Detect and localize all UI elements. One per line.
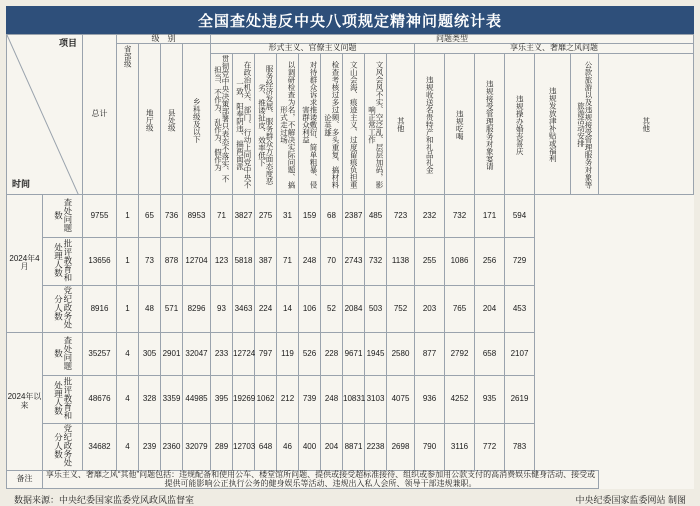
cell: 3359 [161, 376, 183, 423]
cell: 14 [277, 285, 299, 332]
cell: 12703 [233, 423, 255, 470]
cell: 485 [365, 194, 387, 237]
cell: 106 [299, 285, 321, 332]
label-level-xian-chu: 县处级 [167, 108, 177, 132]
cell: 1 [117, 194, 139, 237]
note-text: 享乐主义、奢靡之风“其他”问题包括：违规配备和使用公车、楼堂馆所问题、提供或接受超标准接待、组织或参加用公款支付的高消费娱乐健身活动、接受或提供可能影响公正执行公务的健身娱乐等活动、违规出入私人会所、领导干部违规兼职。 [43, 471, 599, 489]
period-label-1: 2024年以来 [7, 332, 43, 470]
cell: 1 [117, 238, 139, 285]
group-problem-type: 问题类型 [211, 35, 694, 44]
cell: 790 [415, 423, 445, 470]
cell: 594 [505, 194, 535, 237]
corner-label-item: 项目 [58, 38, 77, 48]
cell: 1945 [365, 332, 387, 375]
cell: 736 [161, 194, 183, 237]
col-level-xian-chu [161, 44, 183, 194]
cell: 119 [277, 332, 299, 375]
cell: 936 [415, 376, 445, 423]
cell: 3103 [365, 376, 387, 423]
cell: 32079 [183, 423, 211, 470]
footer-source: 数据来源：中央纪委国家监委党风政风监督室 [14, 494, 195, 505]
cell: 12704 [183, 238, 211, 285]
col-f-7: 文山会海、痕迹主义、过度留痕负担重 [343, 53, 365, 194]
group-level: 级 别 [117, 35, 211, 44]
cell: 233 [211, 332, 233, 375]
col-h-2: 违规吃喝 [445, 53, 475, 194]
cell: 52 [321, 285, 343, 332]
cell: 1138 [387, 238, 415, 285]
metric-label-1-1: 批评教育和处理人数 [43, 376, 83, 423]
cell: 732 [365, 238, 387, 285]
cell: 4 [117, 332, 139, 375]
corner-label-time: 时间 [12, 179, 31, 190]
cell: 2698 [387, 423, 415, 470]
cell: 395 [211, 376, 233, 423]
table-row [7, 332, 694, 375]
label-level-xiang-ke: 乡科级及以下 [192, 97, 202, 143]
cell: 239 [139, 423, 161, 470]
col-f-other: 其他 [387, 53, 415, 194]
cell: 4252 [445, 376, 475, 423]
cell: 73 [139, 238, 161, 285]
cell: 1 [117, 285, 139, 332]
cell: 71 [277, 238, 299, 285]
cell: 503 [365, 285, 387, 332]
cell: 4 [117, 423, 139, 470]
cell: 3463 [233, 285, 255, 332]
footer-credit: 中央纪委国家监委网站 制图 [575, 494, 686, 505]
cell: 877 [415, 332, 445, 375]
label-level-sheng-bu: 省部级 [123, 45, 133, 68]
cell: 255 [415, 238, 445, 285]
cell: 48 [139, 285, 161, 332]
cell: 289 [211, 423, 233, 470]
statistics-table [6, 34, 694, 489]
col-f-1: 贯彻党中央决策部署只表态不落实、不担当、不作为、乱作为、假作为 [211, 53, 233, 194]
cell: 729 [505, 238, 535, 285]
cell: 723 [387, 194, 415, 237]
col-f-4: 以调研检查为名，不解决实际问题、搞形式走过场 [277, 53, 299, 194]
table-row [7, 194, 694, 237]
cell: 658 [475, 332, 505, 375]
group-hedonism: 享乐主义、奢靡之风问题 [415, 44, 694, 53]
cell: 35257 [83, 332, 117, 375]
cell: 171 [475, 194, 505, 237]
cell: 212 [277, 376, 299, 423]
cell: 71 [211, 194, 233, 237]
cell: 2107 [505, 332, 535, 375]
cell: 228 [321, 332, 343, 375]
cell: 123 [211, 238, 233, 285]
cell: 3116 [445, 423, 475, 470]
cell: 2792 [445, 332, 475, 375]
col-h-3: 违规接受管理服务对象宴请 [475, 53, 505, 194]
cell: 248 [299, 238, 321, 285]
cell: 8296 [183, 285, 211, 332]
footer [6, 489, 694, 506]
cell: 2743 [343, 238, 365, 285]
group-formalism: 形式主义、官僚主义问题 [211, 44, 415, 53]
cell: 935 [475, 376, 505, 423]
label-level-di-ting: 地厅级 [145, 108, 155, 132]
cell: 3827 [233, 194, 255, 237]
cell: 2238 [365, 423, 387, 470]
period-label-0: 2024年4月 [7, 194, 43, 332]
cell: 526 [299, 332, 321, 375]
cell: 8871 [343, 423, 365, 470]
cell: 772 [475, 423, 505, 470]
col-h-6: 公款旅游以及违规接受管理服务对象等旅游活动安排 [571, 53, 599, 194]
cell: 2580 [387, 332, 415, 375]
cell: 204 [475, 285, 505, 332]
cell: 31 [277, 194, 299, 237]
cell: 10831 [343, 376, 365, 423]
cell: 275 [255, 194, 277, 237]
corner-cell [7, 35, 83, 195]
cell: 68 [321, 194, 343, 237]
table-row [7, 285, 694, 332]
note-label: 备注 [7, 471, 43, 489]
col-total: 总计 [83, 35, 117, 195]
cell: 2387 [343, 194, 365, 237]
col-f-6: 检查考核过多过频、多头重复、搞材料论英雄 [321, 53, 343, 194]
col-level-xiang-ke [183, 44, 211, 194]
col-h-other: 其他 [599, 53, 694, 194]
diagonal-line-icon [7, 35, 82, 194]
col-f-2: 在政治机关、部门、行动上同党中央不一致，阳奉阴违、搞两面派 [233, 53, 255, 194]
cell: 12724 [233, 332, 255, 375]
cell: 159 [299, 194, 321, 237]
col-f-5: 对待群众诉求推诿敷衍、简单粗暴、侵害群众利益 [299, 53, 321, 194]
cell: 13656 [83, 238, 117, 285]
col-h-4: 违规操办婚丧喜庆 [505, 53, 535, 194]
cell: 878 [161, 238, 183, 285]
cell: 1086 [445, 238, 475, 285]
cell: 32047 [183, 332, 211, 375]
cell: 5818 [233, 238, 255, 285]
cell: 93 [211, 285, 233, 332]
cell: 70 [321, 238, 343, 285]
cell: 65 [139, 194, 161, 237]
cell: 648 [255, 423, 277, 470]
cell: 739 [299, 376, 321, 423]
col-h-1: 违规收送名贵特产和礼品礼金 [415, 53, 445, 194]
page-title: 全国查处违反中央八项规定精神问题统计表 [6, 6, 694, 34]
cell: 256 [475, 238, 505, 285]
cell: 2619 [505, 376, 535, 423]
cell: 203 [415, 285, 445, 332]
col-level-sheng-bu [117, 44, 139, 194]
cell: 8953 [183, 194, 211, 237]
cell: 9671 [343, 332, 365, 375]
cell: 328 [139, 376, 161, 423]
cell: 19269 [233, 376, 255, 423]
col-level-di-ting [139, 44, 161, 194]
cell: 752 [387, 285, 415, 332]
cell: 2084 [343, 285, 365, 332]
cell: 765 [445, 285, 475, 332]
cell: 2901 [161, 332, 183, 375]
cell: 387 [255, 238, 277, 285]
table-row [7, 238, 694, 285]
cell: 2360 [161, 423, 183, 470]
cell: 9755 [83, 194, 117, 237]
cell: 571 [161, 285, 183, 332]
cell: 232 [415, 194, 445, 237]
metric-label-1-2: 党纪政务处分人数 [43, 423, 83, 470]
cell: 453 [505, 285, 535, 332]
col-f-8: 文风会风不实、空泛乱、层层加码，影响正常工作 [365, 53, 387, 194]
cell: 248 [321, 376, 343, 423]
cell: 400 [299, 423, 321, 470]
col-h-5: 违规发放津补贴或福利 [535, 53, 571, 194]
cell: 732 [445, 194, 475, 237]
cell: 305 [139, 332, 161, 375]
cell: 48676 [83, 376, 117, 423]
metric-label-1-0: 查处问题数 [43, 332, 83, 375]
cell: 34682 [83, 423, 117, 470]
cell: 1062 [255, 376, 277, 423]
col-f-3: 服务经济发展、服务群众方面态度恶劣、推诿扯皮、效率低下 [255, 53, 277, 194]
cell: 46 [277, 423, 299, 470]
cell: 4 [117, 376, 139, 423]
cell: 44985 [183, 376, 211, 423]
cell: 783 [505, 423, 535, 470]
metric-label-0-1: 批评教育和处理人数 [43, 238, 83, 285]
cell: 8916 [83, 285, 117, 332]
metric-label-0-2: 党纪政务处分人数 [43, 285, 83, 332]
table-row [7, 423, 694, 470]
cell: 4075 [387, 376, 415, 423]
metric-label-0-0: 查处问题数 [43, 194, 83, 237]
cell: 204 [321, 423, 343, 470]
cell: 797 [255, 332, 277, 375]
cell: 224 [255, 285, 277, 332]
note-row [7, 471, 694, 489]
table-row [7, 376, 694, 423]
